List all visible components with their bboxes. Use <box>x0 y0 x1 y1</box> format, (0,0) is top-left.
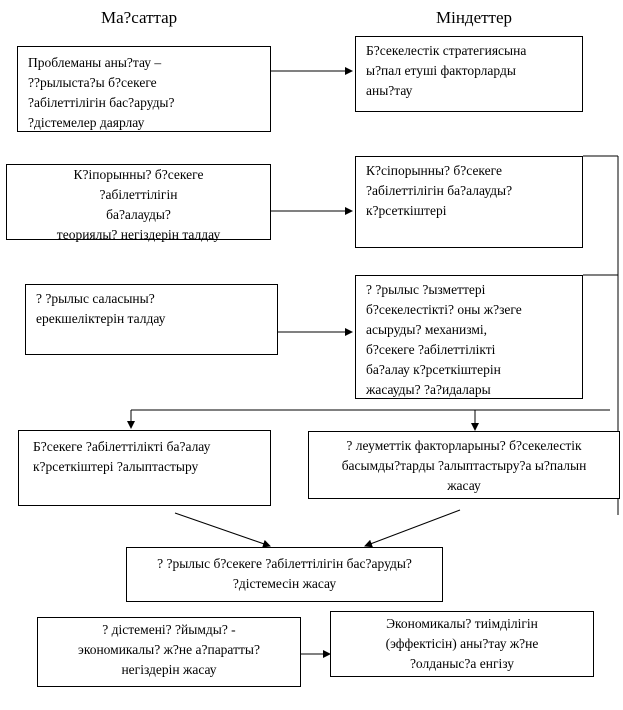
box-organizational-basis: ? дістемені? ?йымды? - экономикалы? ж?не а?паратты? негіздерін жасау <box>37 617 301 687</box>
tasks-header: Міндеттер <box>436 8 513 27</box>
box-social-factors: ? леуметтік факторларыны? б?секелестік басымды?тарды ?алыптастыру?а ы?палын жасау <box>308 431 620 499</box>
box-methodology-development: ? ?рылыс б?секеге ?абілеттілігін бас?аруды? ?дістемесін жасау <box>126 547 443 602</box>
box-enterprise-indicators: К?сіпорынны? б?секеге ?абілеттілігін ба?алауды? к?рсеткіштері <box>355 156 583 248</box>
goals-header: Ма?саттар <box>101 8 178 27</box>
arrow-b8-b9 <box>365 510 460 546</box>
box-theoretical-basis: К?іпорынны? б?секеге ?абілеттілігін ба?алауды? теориялы? негіздерін талдау <box>6 164 271 240</box>
box-problem-definition: Проблеманы аны?тау – ??рылыста?ы б?секеге ?абілеттілігін бас?аруды? ?дістемелер даярлау <box>17 46 271 132</box>
arrow-b7-b9 <box>175 513 270 546</box>
box-competitive-strategy-factors: Б?секелестік стратегиясына ы?пал етуші факторларды аны?тау <box>355 36 583 112</box>
box-economic-efficiency: Экономикалы? тиімділігін (эффектісін) аны?тау ж?не ?олданыс?а енгізу <box>330 611 594 677</box>
box-form-indicators: Б?секеге ?абілеттілікті ба?алау к?рсеткіштері ?алыптастыру <box>18 430 271 506</box>
box-construction-services-mechanism: ? ?рылыс ?ызметтері б?секелестікті? оны ж?зеге асыруды? механизмі, б?секеге ?абілеттілікті ба?алау к?рсеткіштерін жасауды? ?а?идалары <box>355 275 583 399</box>
box-construction-features: ? ?рылыс саласыны? ерекшеліктерін талдау <box>25 284 278 355</box>
